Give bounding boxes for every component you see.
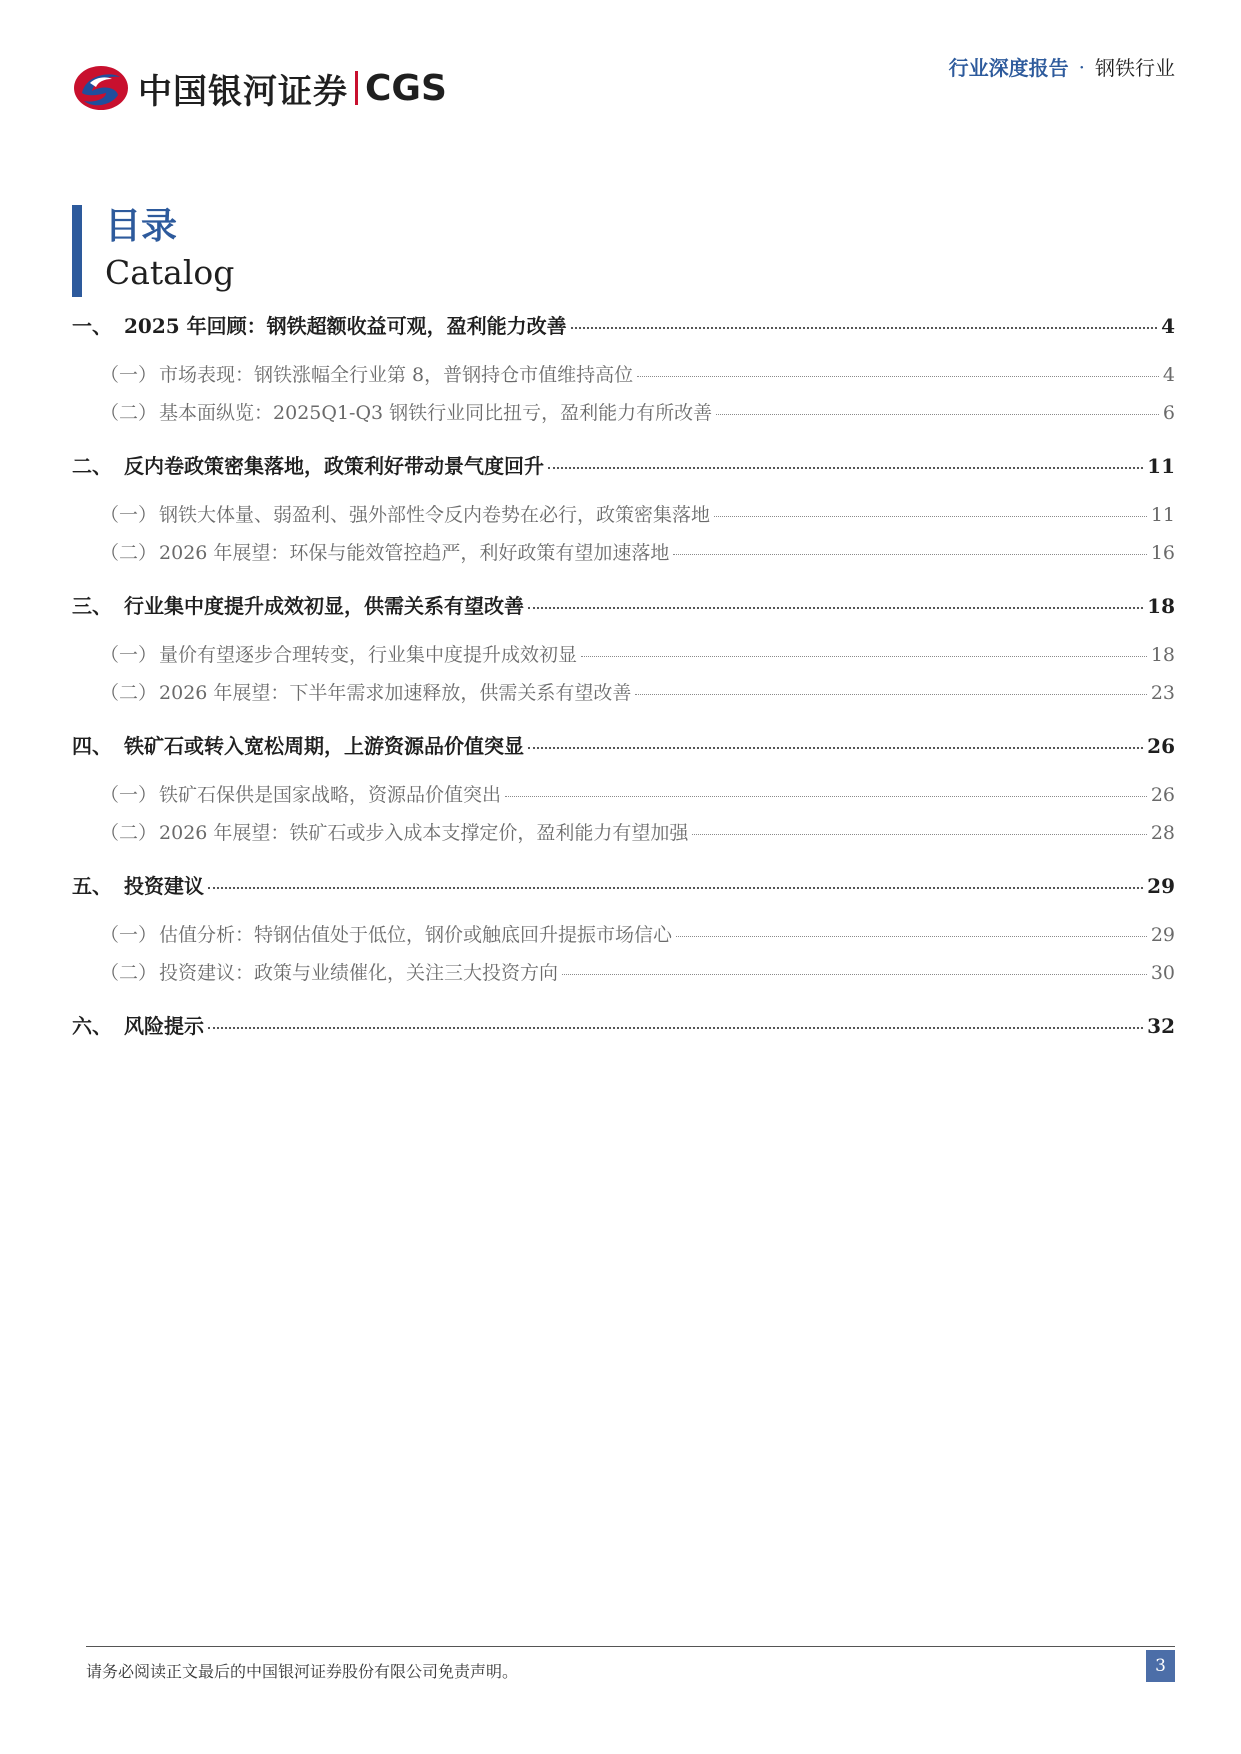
toc-entry[interactable] [72,360,1175,387]
toc-leader-dots [637,376,1159,377]
toc-entry-number: （一） [100,364,158,386]
toc-entry[interactable] [72,678,1175,705]
toc-entry-page: 6 [1162,402,1175,424]
title-accent-bar [72,205,82,297]
toc-entry[interactable] [72,958,1175,985]
toc-leader-dots [548,467,1143,469]
toc-entry-number: 一、 [72,314,112,338]
toc-entry-title: 投资建议：政策与业绩催化，关注三大投资方向 [159,962,559,984]
toc-leader-dots [692,834,1146,835]
page-number: 3 [1146,1650,1175,1682]
toc-entry-page: 29 [1147,874,1175,898]
toc-entry[interactable] [72,538,1175,565]
toc-entry-title: 2025 年回顾：钢铁超额收益可观，盈利能力改善 [124,314,567,338]
toc-entry-page: 4 [1161,314,1175,338]
toc-entry[interactable] [72,450,1175,479]
toc-entry-number: （二） [100,682,158,704]
toc-entry-title: 钢铁大体量、弱盈利、强外部性令反内卷势在必行，政策密集落地 [159,504,711,526]
toc-entry-number: 五、 [72,874,112,898]
toc-entry-page: 11 [1147,454,1175,478]
report-sector: 钢铁行业 [1095,56,1175,80]
toc-entry[interactable] [72,818,1175,845]
toc-entry-page: 16 [1150,542,1175,564]
toc-entry[interactable] [72,310,1175,339]
brand-name-en: CGS [365,67,447,109]
toc-leader-dots [635,694,1146,695]
toc-entry-page: 4 [1162,364,1175,386]
catalog-title-en: Catalog [105,253,235,292]
toc-entry-number: （一） [100,924,158,946]
toc-leader-dots [716,414,1159,415]
toc-entry-page: 32 [1147,1014,1175,1038]
toc-entry-number: （二） [100,402,158,424]
cgs-logo-icon [72,63,130,113]
toc-entry-title: 风险提示 [124,1014,204,1038]
toc-leader-dots [505,796,1147,797]
toc-entry[interactable] [72,780,1175,807]
toc-entry-title: 反内卷政策密集落地，政策利好带动景气度回升 [124,454,544,478]
toc-entry-page: 29 [1150,924,1175,946]
toc-entry-page: 11 [1150,504,1175,526]
header-separator: · [1078,54,1085,79]
footer-disclaimer: 请务必阅读正文最后的中国银河证券股份有限公司免责声明。 [86,1662,519,1681]
brand-name-cn: 中国银河证券 [138,71,348,112]
company-logo [72,62,447,114]
toc-leader-dots [676,936,1147,937]
toc-entry-title: 铁矿石或转入宽松周期，上游资源品价值突显 [124,734,524,758]
toc-entry-number: （一） [100,644,158,666]
toc-leader-dots [528,747,1143,749]
toc-entry[interactable] [72,730,1175,759]
toc-entry-number: （一） [100,504,158,526]
toc-leader-dots [714,516,1147,517]
toc-entry-title: 铁矿石保供是国家战略，资源品价值突出 [159,784,502,806]
toc-entry[interactable] [72,870,1175,899]
toc-leader-dots [208,1027,1143,1029]
toc-entry-page: 26 [1150,784,1175,806]
toc-leader-dots [571,327,1157,329]
report-header [949,52,1175,81]
toc-entry[interactable] [72,920,1175,947]
report-type: 行业深度报告 [948,56,1069,80]
toc-entry-number: （二） [100,542,158,564]
toc-entry[interactable] [72,398,1175,425]
toc-entry-title: 基本面纵览：2025Q1-Q3 钢铁行业同比扭亏，盈利能力有所改善 [159,402,713,424]
toc-leader-dots [562,974,1147,975]
toc-leader-dots [528,607,1143,609]
toc-entry-title: 估值分析：特钢估值处于低位，钢价或触底回升提振市场信心 [159,924,673,946]
toc-entry-number: （一） [100,784,158,806]
toc-entry-page: 18 [1150,644,1175,666]
toc-entry-title: 量价有望逐步合理转变，行业集中度提升成效初显 [159,644,578,666]
toc-entry-page: 26 [1147,734,1175,758]
toc-entry-page: 28 [1150,822,1175,844]
toc-entry-title: 行业集中度提升成效初显，供需关系有望改善 [124,594,524,618]
toc-entry-number: 二、 [72,454,112,478]
catalog-title-cn: 目录 [105,205,178,247]
toc-entry-title: 2026 年展望：铁矿石或步入成本支撑定价，盈利能力有望加强 [159,822,689,844]
toc-entry-number: （二） [100,822,158,844]
toc-entry-title: 市场表现：钢铁涨幅全行业第 8，普钢持仓市值维持高位 [159,364,634,386]
toc-entry-number: 四、 [72,734,112,758]
toc-entry-number: 三、 [72,594,112,618]
toc-entry[interactable] [72,500,1175,527]
toc-leader-dots [673,554,1146,555]
toc-entry-number: 六、 [72,1014,112,1038]
toc-entry-title: 2026 年展望：环保与能效管控趋严，利好政策有望加速落地 [159,542,670,564]
toc-leader-dots [208,887,1143,889]
toc-entry-page: 18 [1147,594,1175,618]
toc-entry[interactable] [72,590,1175,619]
brand-separator [355,71,358,105]
toc-leader-dots [581,656,1147,657]
toc-entry-title: 投资建议 [124,874,204,898]
toc-entry-page: 30 [1150,962,1175,984]
footer-divider [86,1646,1175,1647]
toc-entry-page: 23 [1150,682,1175,704]
toc-entry[interactable] [72,640,1175,667]
toc-entry[interactable] [72,1010,1175,1039]
toc-entry-number: （二） [100,962,158,984]
toc-entry-title: 2026 年展望：下半年需求加速释放，供需关系有望改善 [159,682,632,704]
